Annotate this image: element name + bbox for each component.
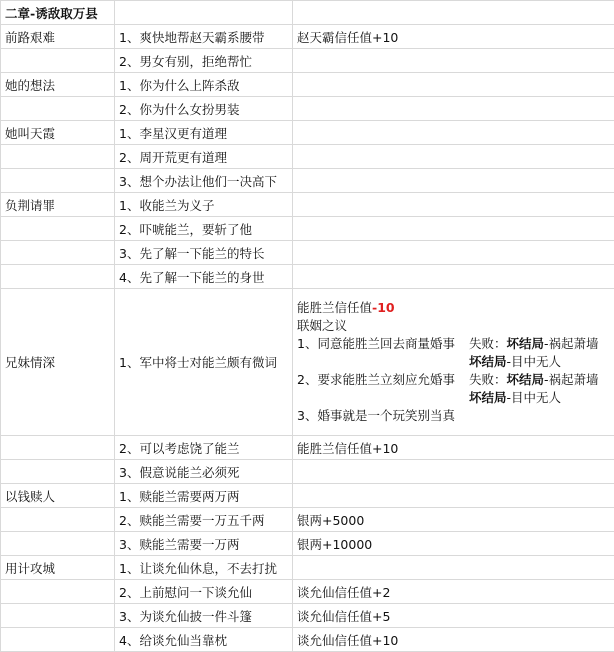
- choice-cell: 4、先了解一下能兰的身世: [115, 265, 293, 289]
- event-cell: [1, 532, 115, 556]
- choice-cell: 2、男女有别，拒绝帮忙: [115, 49, 293, 73]
- fail-result-2: 坏结局-目中无人: [297, 353, 610, 371]
- table-row: [1, 169, 614, 193]
- sub-title: 联姻之议: [297, 317, 610, 335]
- choice-cell: 2、赎能兰需要一万五千两: [115, 508, 293, 532]
- choice-cell: 2、上前慰问一下谈允仙: [115, 580, 293, 604]
- effect-cell: [293, 73, 614, 97]
- event-cell: 她叫天霞: [1, 121, 115, 145]
- choice-cell: 2、可以考虑饶了能兰: [115, 436, 293, 460]
- effect-cell: 谈允仙信任值+5: [293, 604, 614, 628]
- table-row: [1, 580, 614, 604]
- trust-value: -10: [372, 300, 395, 315]
- event-cell: [1, 580, 115, 604]
- choice-cell: 1、你为什么上阵杀敌: [115, 73, 293, 97]
- table-row: [1, 73, 614, 97]
- table-row: [1, 436, 614, 460]
- table-row: [1, 97, 614, 121]
- event-cell: 兄妹情深: [1, 289, 115, 436]
- effect-cell-detail: [293, 289, 614, 436]
- fail-result: 失败：坏结局-祸起萧墙: [469, 371, 599, 389]
- choice-cell: 3、先了解一下能兰的特长: [115, 241, 293, 265]
- table-row: [1, 121, 614, 145]
- table-row: [1, 241, 614, 265]
- event-cell: [1, 604, 115, 628]
- choice-cell: 3、假意说能兰必须死: [115, 460, 293, 484]
- effect-cell: [293, 193, 614, 217]
- effect-cell: [293, 97, 614, 121]
- event-cell: 用计攻城: [1, 556, 115, 580]
- chapter-title: 二章-诱敌取万县: [1, 1, 115, 25]
- fail-result: 失败：坏结局-祸起萧墙: [469, 335, 599, 353]
- event-cell: [1, 508, 115, 532]
- choice-cell: 1、让谈允仙休息，不去打扰: [115, 556, 293, 580]
- table-row: [1, 604, 614, 628]
- empty-cell: [115, 1, 293, 25]
- table-row: [1, 484, 614, 508]
- empty-cell: [293, 1, 614, 25]
- table-row: [1, 49, 614, 73]
- event-cell: [1, 97, 115, 121]
- event-cell: [1, 217, 115, 241]
- table-row: [1, 217, 614, 241]
- effect-cell: [293, 265, 614, 289]
- effect-cell: [293, 169, 614, 193]
- choice-cell: 2、你为什么女扮男装: [115, 97, 293, 121]
- effect-cell: 谈允仙信任值+2: [293, 580, 614, 604]
- table-row: [1, 556, 614, 580]
- effect-cell: [293, 241, 614, 265]
- table-row: [1, 628, 614, 652]
- effect-cell: [293, 49, 614, 73]
- effect-cell: [293, 121, 614, 145]
- option-text: 1、同意能胜兰回去商量婚事: [297, 335, 469, 353]
- effect-cell: [293, 217, 614, 241]
- fail-result-2: 坏结局-目中无人: [297, 389, 610, 407]
- chapter-header-row: [1, 1, 614, 25]
- option-line: [297, 371, 610, 389]
- event-cell: [1, 436, 115, 460]
- effect-cell: 谈允仙信任值+10: [293, 628, 614, 652]
- table-row: [1, 145, 614, 169]
- effect-cell: 能胜兰信任值+10: [293, 436, 614, 460]
- effect-cell: 银两+10000: [293, 532, 614, 556]
- event-cell: 负荆请罪: [1, 193, 115, 217]
- table-row: [1, 265, 614, 289]
- trust-label: 能胜兰信任值: [297, 300, 372, 315]
- table-row: [1, 193, 614, 217]
- effect-cell: [293, 484, 614, 508]
- choice-cell: 1、李星汉更有道理: [115, 121, 293, 145]
- event-cell: [1, 265, 115, 289]
- choice-cell: 3、赎能兰需要一万两: [115, 532, 293, 556]
- event-cell: [1, 241, 115, 265]
- event-cell: [1, 49, 115, 73]
- effect-cell: 赵天霸信任值+10: [293, 25, 614, 49]
- choice-cell: 1、爽快地帮赵天霸系腰带: [115, 25, 293, 49]
- event-cell: 她的想法: [1, 73, 115, 97]
- choice-cell: 1、收能兰为义子: [115, 193, 293, 217]
- event-cell: [1, 460, 115, 484]
- choice-cell: 3、想个办法让他们一决高下: [115, 169, 293, 193]
- option-text: 3、婚事就是一个玩笑别当真: [297, 407, 610, 425]
- event-cell: [1, 169, 115, 193]
- event-cell: 以钱赎人: [1, 484, 115, 508]
- trust-line: [297, 299, 610, 317]
- effect-cell: [293, 460, 614, 484]
- choice-cell: 1、军中将士对能兰颇有微词: [115, 289, 293, 436]
- choice-cell: 4、给谈允仙当靠枕: [115, 628, 293, 652]
- effect-cell: [293, 556, 614, 580]
- event-cell: [1, 628, 115, 652]
- choice-cell: 3、为谈允仙披一件斗篷: [115, 604, 293, 628]
- option-line: [297, 335, 610, 353]
- table-row: [1, 460, 614, 484]
- choice-cell: 2、周开荒更有道理: [115, 145, 293, 169]
- table-row-expanded: [1, 289, 614, 436]
- event-cell: [1, 145, 115, 169]
- table-row: [1, 25, 614, 49]
- table-row: [1, 532, 614, 556]
- effect-cell: [293, 145, 614, 169]
- choice-cell: 1、赎能兰需要两万两: [115, 484, 293, 508]
- table-row: [1, 508, 614, 532]
- effect-cell: 银两+5000: [293, 508, 614, 532]
- option-text: 2、要求能胜兰立刻应允婚事: [297, 371, 469, 389]
- event-cell: 前路艰难: [1, 25, 115, 49]
- choice-cell: 2、吓唬能兰，要斩了他: [115, 217, 293, 241]
